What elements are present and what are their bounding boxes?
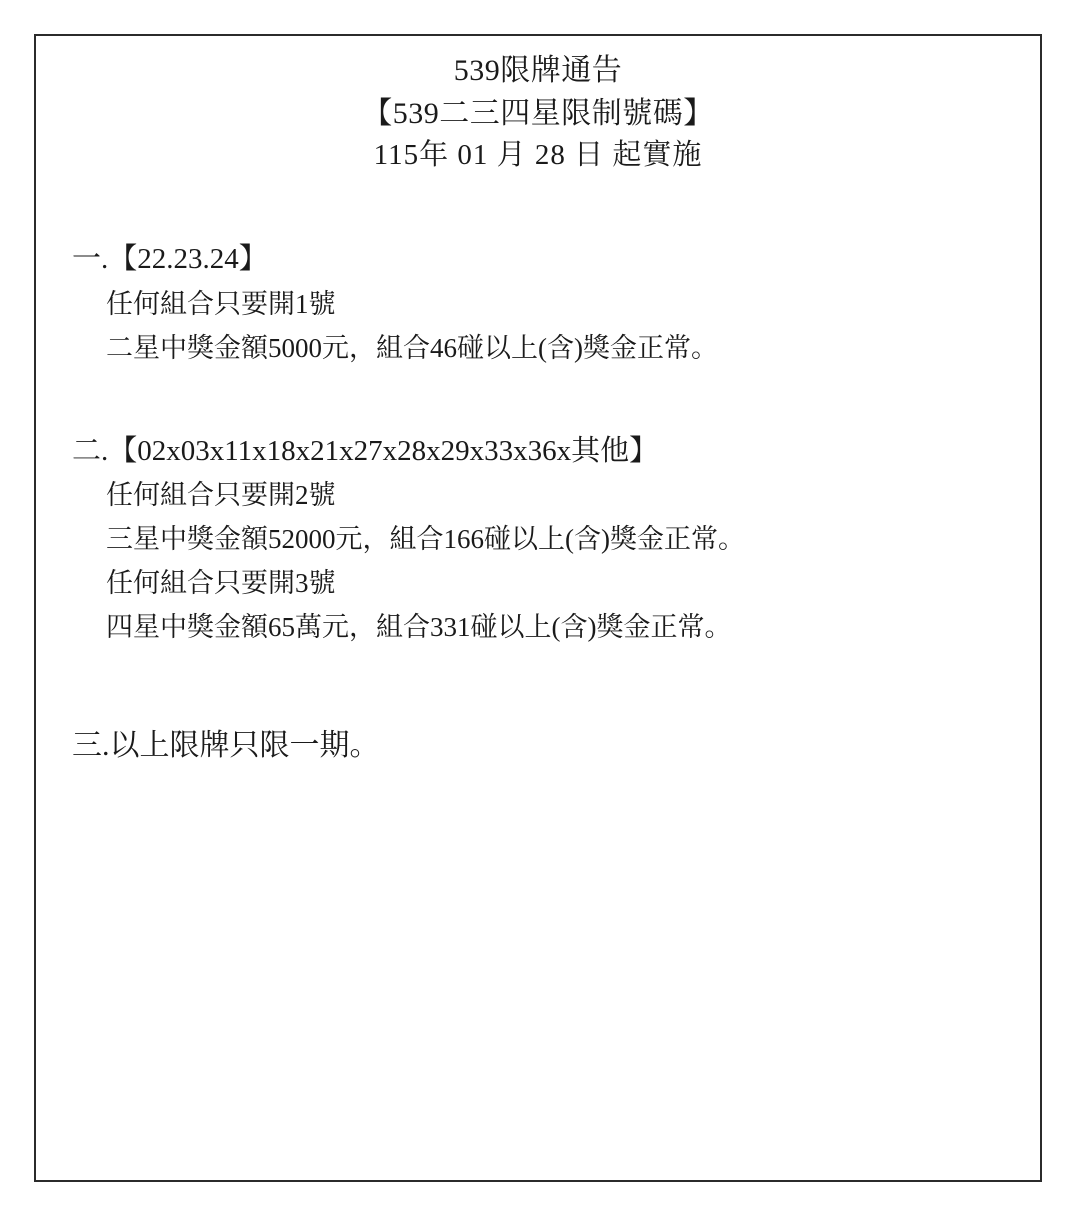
section-two-line-1: 任何組合只要開2號 xyxy=(106,480,336,511)
section-one xyxy=(62,238,1014,370)
document-subtitle: 【539二三四星限制號碼】 xyxy=(362,96,714,130)
notice-document xyxy=(34,34,1042,1182)
section-two-body xyxy=(62,473,1014,649)
section-three-heading: 三.以上限牌只限一期。 xyxy=(72,729,380,763)
section-one-line-2: 二星中獎金額5000元，組合46碰以上(含)獎金正常。 xyxy=(106,332,718,363)
section-two-heading: 二.【02x03x11x18x21x27x28x29x33x36x其他】 xyxy=(72,434,659,467)
section-two xyxy=(62,430,1014,650)
section-one-heading: 一.【22.23.24】 xyxy=(72,243,268,276)
spacer-above-section-one xyxy=(62,176,1014,238)
effective-date: 115年 01 月 28 日 起實施 xyxy=(373,139,703,172)
section-one-body xyxy=(62,282,1014,370)
spacer-above-section-three xyxy=(62,649,1014,723)
document-title-block xyxy=(62,50,1014,176)
section-two-line-3: 任何組合只要開3號 xyxy=(106,568,336,599)
page-title: 539限牌通告 xyxy=(453,54,623,87)
spacer-above-section-two xyxy=(62,370,1014,430)
section-two-line-4: 四星中獎金額65萬元，組合331碰以上(含)獎金正常。 xyxy=(106,612,732,643)
document-inner xyxy=(36,36,1040,768)
section-one-line-1: 任何組合只要開1號 xyxy=(106,288,336,319)
section-two-line-2: 三星中獎金額52000元，組合166碰以上(含)獎金正常。 xyxy=(106,524,745,555)
